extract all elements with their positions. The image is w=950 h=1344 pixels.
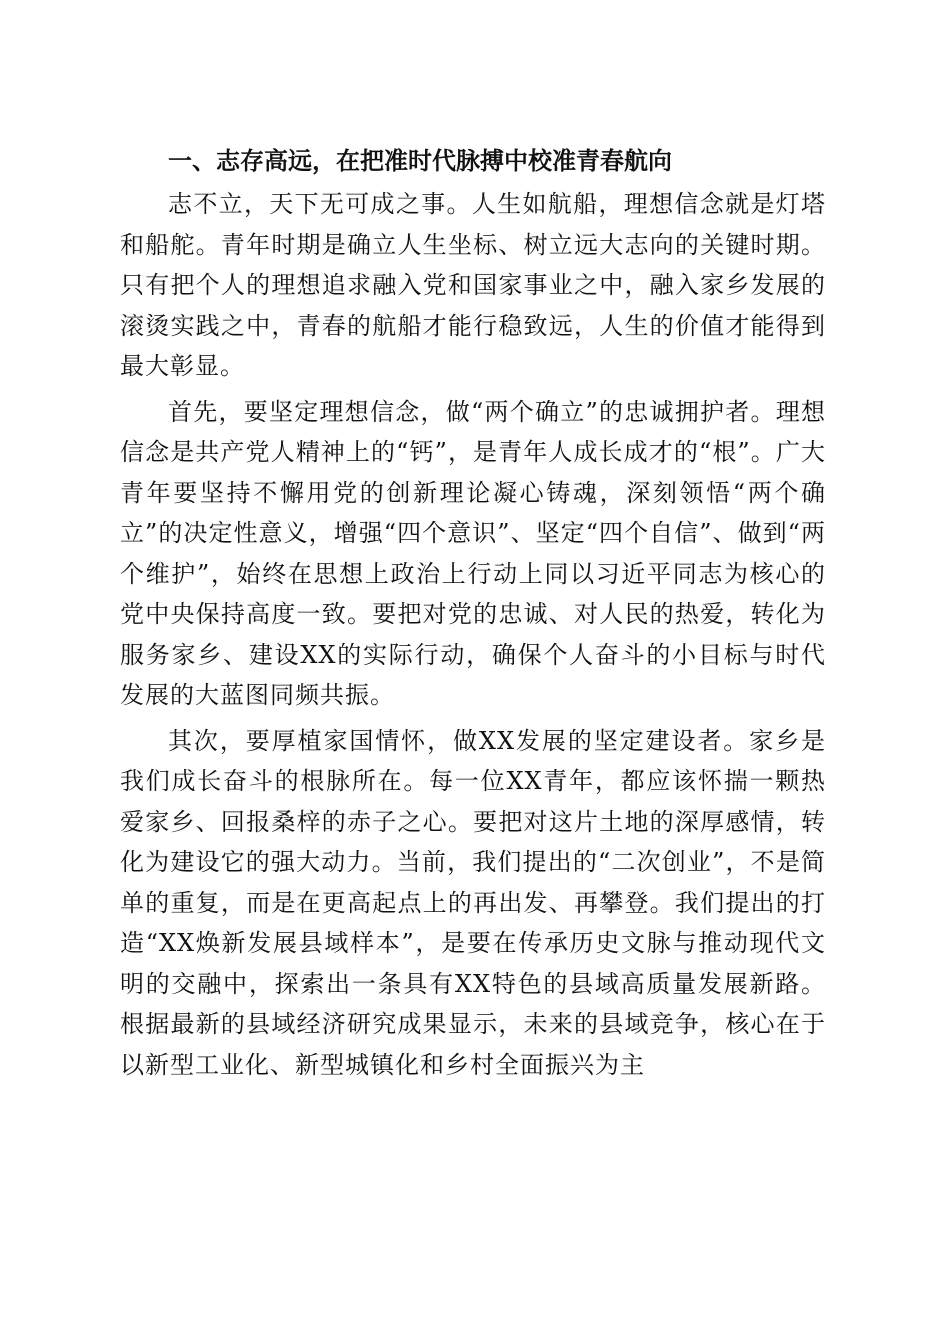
paragraph-3: 其次，要厚植家国情怀，做XX发展的坚定建设者。家乡是我们成长奋斗的根脉所在。每一位XX青年，都应该怀揣一颗热爱家乡、回报桑梓的赤子之心。要把对这片土地的深厚感情，转化为建设它的强大动力。当前，我们提出的“二次创业”，不是简单的重复，而是在更高起点上的再出发、再攀登。我们提出的打造“XX焕新发展县域样本”，是要在传承历史文脉与推动现代文明的交融中，探索出一条具有XX特色的县域高质量发展新路。根据最新的县域经济研究成果显示，未来的县域竞争，核心在于以新型工业化、新型城镇化和乡村全面振兴为主 xyxy=(120,726,826,1079)
paragraph-2: 首先，要坚定理想信念，做“两个确立”的忠诚拥护者。理想信念是共产党人精神上的“钙”，是青年人成长成才的“根”。广大青年要坚持不懈用党的创新理论凝心铸魂，深刻领悟“两个确立”的决定性意义，增强“四个意识”、坚定“四个自信”、做到“两个维护”，始终在思想上政治上行动上同以习近平同志为核心的党中央保持高度一致。要把对党的忠诚、对人民的热爱，转化为服务家乡、建设XX的实际行动，确保个人奋斗的小目标与时代发展的大蓝图同频共振。 xyxy=(120,397,826,709)
section-heading: 一、志存高远，在把准时代脉搏中校准青春航向 xyxy=(168,147,672,175)
document-body xyxy=(120,140,826,1090)
paragraph-1: 志不立，天下无可成之事。人生如航船，理想信念就是灯塔和船舵。青年时期是确立人生坐标、树立远大志向的关键时期。只有把个人的理想追求融入党和国家事业之中，融入家乡发展的滚烫实践之中，青春的航船才能行稳致远，人生的价值才能得到最大彰显。 xyxy=(120,190,826,380)
